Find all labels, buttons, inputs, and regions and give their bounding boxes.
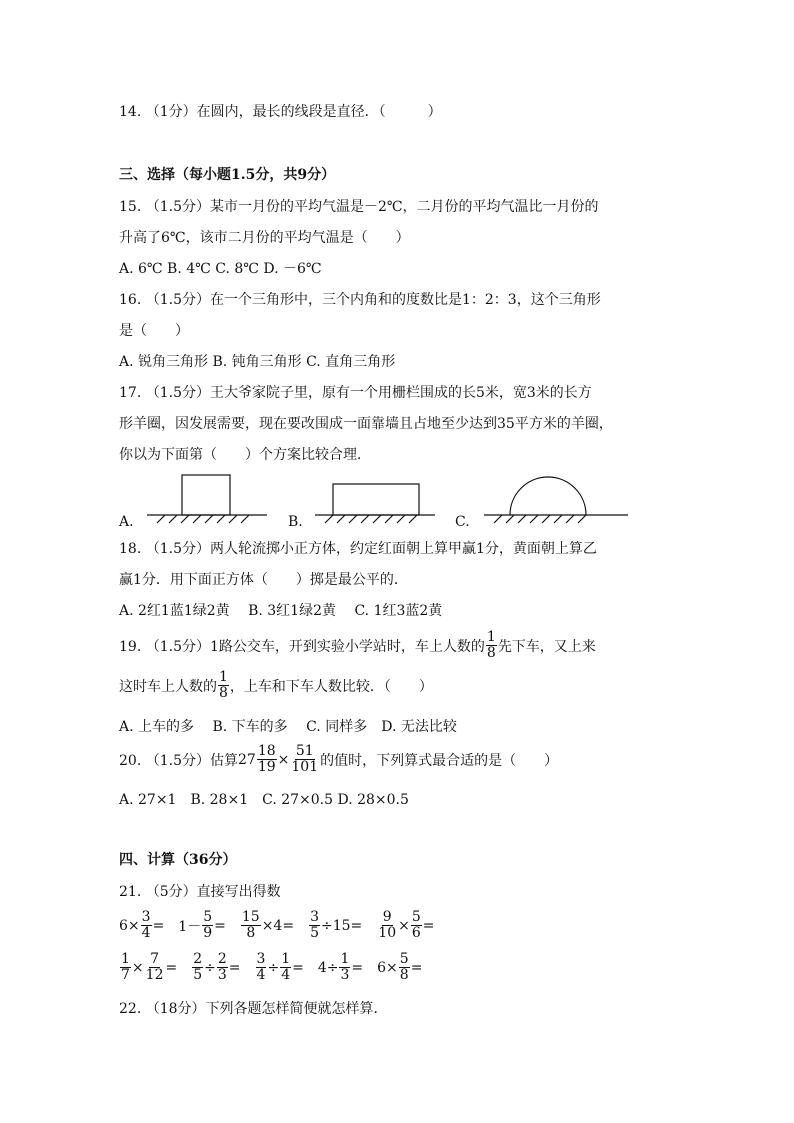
operator: ÷ xyxy=(267,959,280,976)
section-3-title: 三、选择（每小题1.5分，共9分） xyxy=(119,167,336,183)
numerator: 2 xyxy=(193,951,203,967)
expression-prefix: 1－ xyxy=(178,918,202,935)
question-16-line-2: 是（ ） xyxy=(119,323,189,339)
q21-row-1 xyxy=(119,910,449,941)
denominator: 10 xyxy=(378,925,397,941)
pen-diagram-c xyxy=(482,470,632,525)
question-21-title: 21. （5分）直接写出得数 xyxy=(119,884,281,900)
expression-suffix: = xyxy=(351,959,364,976)
denominator: 8 xyxy=(246,925,256,941)
mixed-number-whole: 27 xyxy=(237,751,256,768)
wall-hatching xyxy=(325,515,417,523)
denominator: 4 xyxy=(141,925,151,941)
numerator: 1 xyxy=(219,669,228,685)
fraction xyxy=(120,952,131,983)
calc-expression xyxy=(119,910,164,941)
numerator: 2 xyxy=(217,951,227,967)
numerator: 3 xyxy=(256,951,266,967)
question-15-line-1: 15. （1.5分）某市一月份的平均气温是－2℃，二月份的平均气温比一月份的 xyxy=(119,199,599,215)
expression-prefix: 6× xyxy=(119,917,140,934)
expression-suffix: ÷15= xyxy=(321,917,363,934)
numerator: 1 xyxy=(486,629,496,645)
question-15-line-2: 升高了6℃，该市二月份的平均气温是（ ） xyxy=(119,230,410,246)
wall-hatching xyxy=(494,515,586,523)
numerator: 5 xyxy=(411,909,421,925)
expression-suffix: = xyxy=(422,917,435,934)
numerator: 3 xyxy=(141,909,151,925)
question-15-options: A. 6℃ B. 4℃ C. 8℃ D. －6℃ xyxy=(119,261,322,277)
operator: × xyxy=(131,959,144,976)
expression-suffix: = xyxy=(214,917,226,934)
fraction xyxy=(411,910,422,941)
denominator: 4 xyxy=(256,967,266,983)
q19-line2-pre: 这时车上人数的 xyxy=(119,678,217,695)
q20-text-post: 的值时，下列算式最合适的是（ ） xyxy=(320,752,559,769)
expression-suffix: = xyxy=(410,959,423,976)
question-14: 14. （1分）在圆内，最长的线段是直径．（ ） xyxy=(119,104,442,120)
fraction xyxy=(192,952,203,983)
expression-suffix: ×4= xyxy=(261,917,295,934)
expression-suffix: = xyxy=(152,917,165,934)
expression-suffix: = xyxy=(228,959,241,976)
option-c-label: C. xyxy=(455,514,470,530)
question-16-line-1: 16. （1.5分）在一个三角形中，三个内角和的度数比是1：2：3，这个三角形 xyxy=(119,292,601,308)
denominator: 9 xyxy=(203,925,213,941)
calc-expression xyxy=(119,952,177,983)
question-19-line-2 xyxy=(119,670,433,701)
denominator: 5 xyxy=(193,967,203,983)
fraction xyxy=(241,910,261,941)
pen-diagram-a xyxy=(145,470,270,525)
expression-suffix: = xyxy=(165,959,178,976)
fraction-one-eighth xyxy=(218,670,229,701)
denominator: 5 xyxy=(310,925,319,941)
question-20 xyxy=(119,744,558,775)
numerator: 1 xyxy=(340,951,350,967)
fraction xyxy=(339,952,350,983)
question-20-options: A. 27×1 B. 28×1 C. 27×0.5 D. 28×0.5 xyxy=(119,792,409,808)
denominator: 8 xyxy=(219,685,228,701)
denominator: 12 xyxy=(145,967,164,983)
fraction xyxy=(145,952,165,983)
q19-line2-post: ，上车和下车人数比较．（ ） xyxy=(229,678,433,695)
times-sign: × xyxy=(277,751,290,768)
numerator: 5 xyxy=(399,951,409,967)
numerator: 1 xyxy=(281,951,291,967)
q19-text-pre: 19. （1.5分）1路公交车，开到实验小学站时，车上人数的 xyxy=(119,638,485,655)
expression-prefix: 4÷ xyxy=(317,959,339,976)
numerator: 7 xyxy=(150,951,160,967)
operator: ÷ xyxy=(204,959,216,976)
denominator: 4 xyxy=(281,967,291,983)
denominator: 8 xyxy=(399,967,409,983)
question-17-line-2: 形羊圈，因发展需要，现在要改围成一面靠墙且占地至少达到35平方米的羊圈， xyxy=(119,416,613,432)
denominator: 7 xyxy=(121,967,130,983)
fraction-18-19 xyxy=(257,744,277,775)
numerator: 18 xyxy=(257,743,276,759)
pen-diagram-b xyxy=(313,470,438,525)
fraction xyxy=(202,910,213,941)
square-pen xyxy=(182,475,230,515)
calc-expression xyxy=(377,952,422,983)
question-18-options: A. 2红1蓝1绿2黄 B. 3红1绿2黄 C. 1红3蓝2黄 xyxy=(119,603,443,619)
fraction xyxy=(399,952,410,983)
q21-row-2 xyxy=(119,952,436,983)
fraction xyxy=(377,910,397,941)
question-18-line-2: 赢1分．用下面正方体（ ）掷是最公平的． xyxy=(119,572,408,588)
expression-prefix: 6× xyxy=(377,959,398,976)
fraction xyxy=(309,910,320,941)
fraction xyxy=(256,952,267,983)
operator: × xyxy=(398,917,410,934)
fraction xyxy=(217,952,228,983)
calc-expression xyxy=(240,910,294,941)
fraction xyxy=(141,910,152,941)
calc-expression xyxy=(178,910,226,941)
denominator: 19 xyxy=(257,759,276,775)
question-17-line-3: 你以为下面第（ ）个方案比较合理． xyxy=(119,447,371,463)
numerator: 3 xyxy=(310,909,319,925)
numerator: 5 xyxy=(203,909,213,925)
rectangle-pen xyxy=(333,484,419,515)
calc-expression xyxy=(255,952,304,983)
numerator: 51 xyxy=(295,743,314,759)
option-a-label: A. xyxy=(119,514,134,530)
calc-expression xyxy=(376,910,434,941)
fraction-51-101 xyxy=(290,744,319,775)
calc-expression xyxy=(308,910,362,941)
question-18-line-1: 18. （1.5分）两人轮流掷小正方体，约定红面朝上算甲赢1分，黄面朝上算乙 xyxy=(119,541,597,557)
numerator: 1 xyxy=(121,951,130,967)
fraction-one-eighth xyxy=(486,630,497,661)
question-19-line-1 xyxy=(119,630,596,661)
numerator: 9 xyxy=(382,909,392,925)
question-19-options: A. 上车的多 B. 下车的多 C. 同样多 D. 无法比较 xyxy=(119,719,457,735)
expression-suffix: = xyxy=(292,959,304,976)
denominator: 6 xyxy=(411,925,421,941)
calc-expression xyxy=(191,952,240,983)
q19-text-post: 先下车，又上来 xyxy=(497,638,596,655)
q20-text-pre: 20. （1.5分）估算 xyxy=(119,752,238,769)
calc-expression xyxy=(318,952,363,983)
denominator: 101 xyxy=(291,759,319,775)
numerator: 15 xyxy=(241,909,260,925)
denominator: 3 xyxy=(217,967,227,983)
wall-hatching xyxy=(157,515,249,523)
question-22: 22. （18分）下列各题怎样简便就怎样算． xyxy=(119,1001,388,1017)
section-4-title: 四、计算（36分） xyxy=(119,852,237,868)
denominator: 3 xyxy=(340,967,350,983)
denominator: 8 xyxy=(486,645,496,661)
fraction xyxy=(280,952,291,983)
semicircle-pen xyxy=(510,477,586,515)
question-17-line-1: 17. （1.5分）王大爷家院子里，原有一个用栅栏围成的长5米，宽3米的长方 xyxy=(119,385,592,401)
option-b-label: B. xyxy=(288,514,303,530)
question-16-options: A. 锐角三角形 B. 钝角三角形 C. 直角三角形 xyxy=(119,354,396,370)
